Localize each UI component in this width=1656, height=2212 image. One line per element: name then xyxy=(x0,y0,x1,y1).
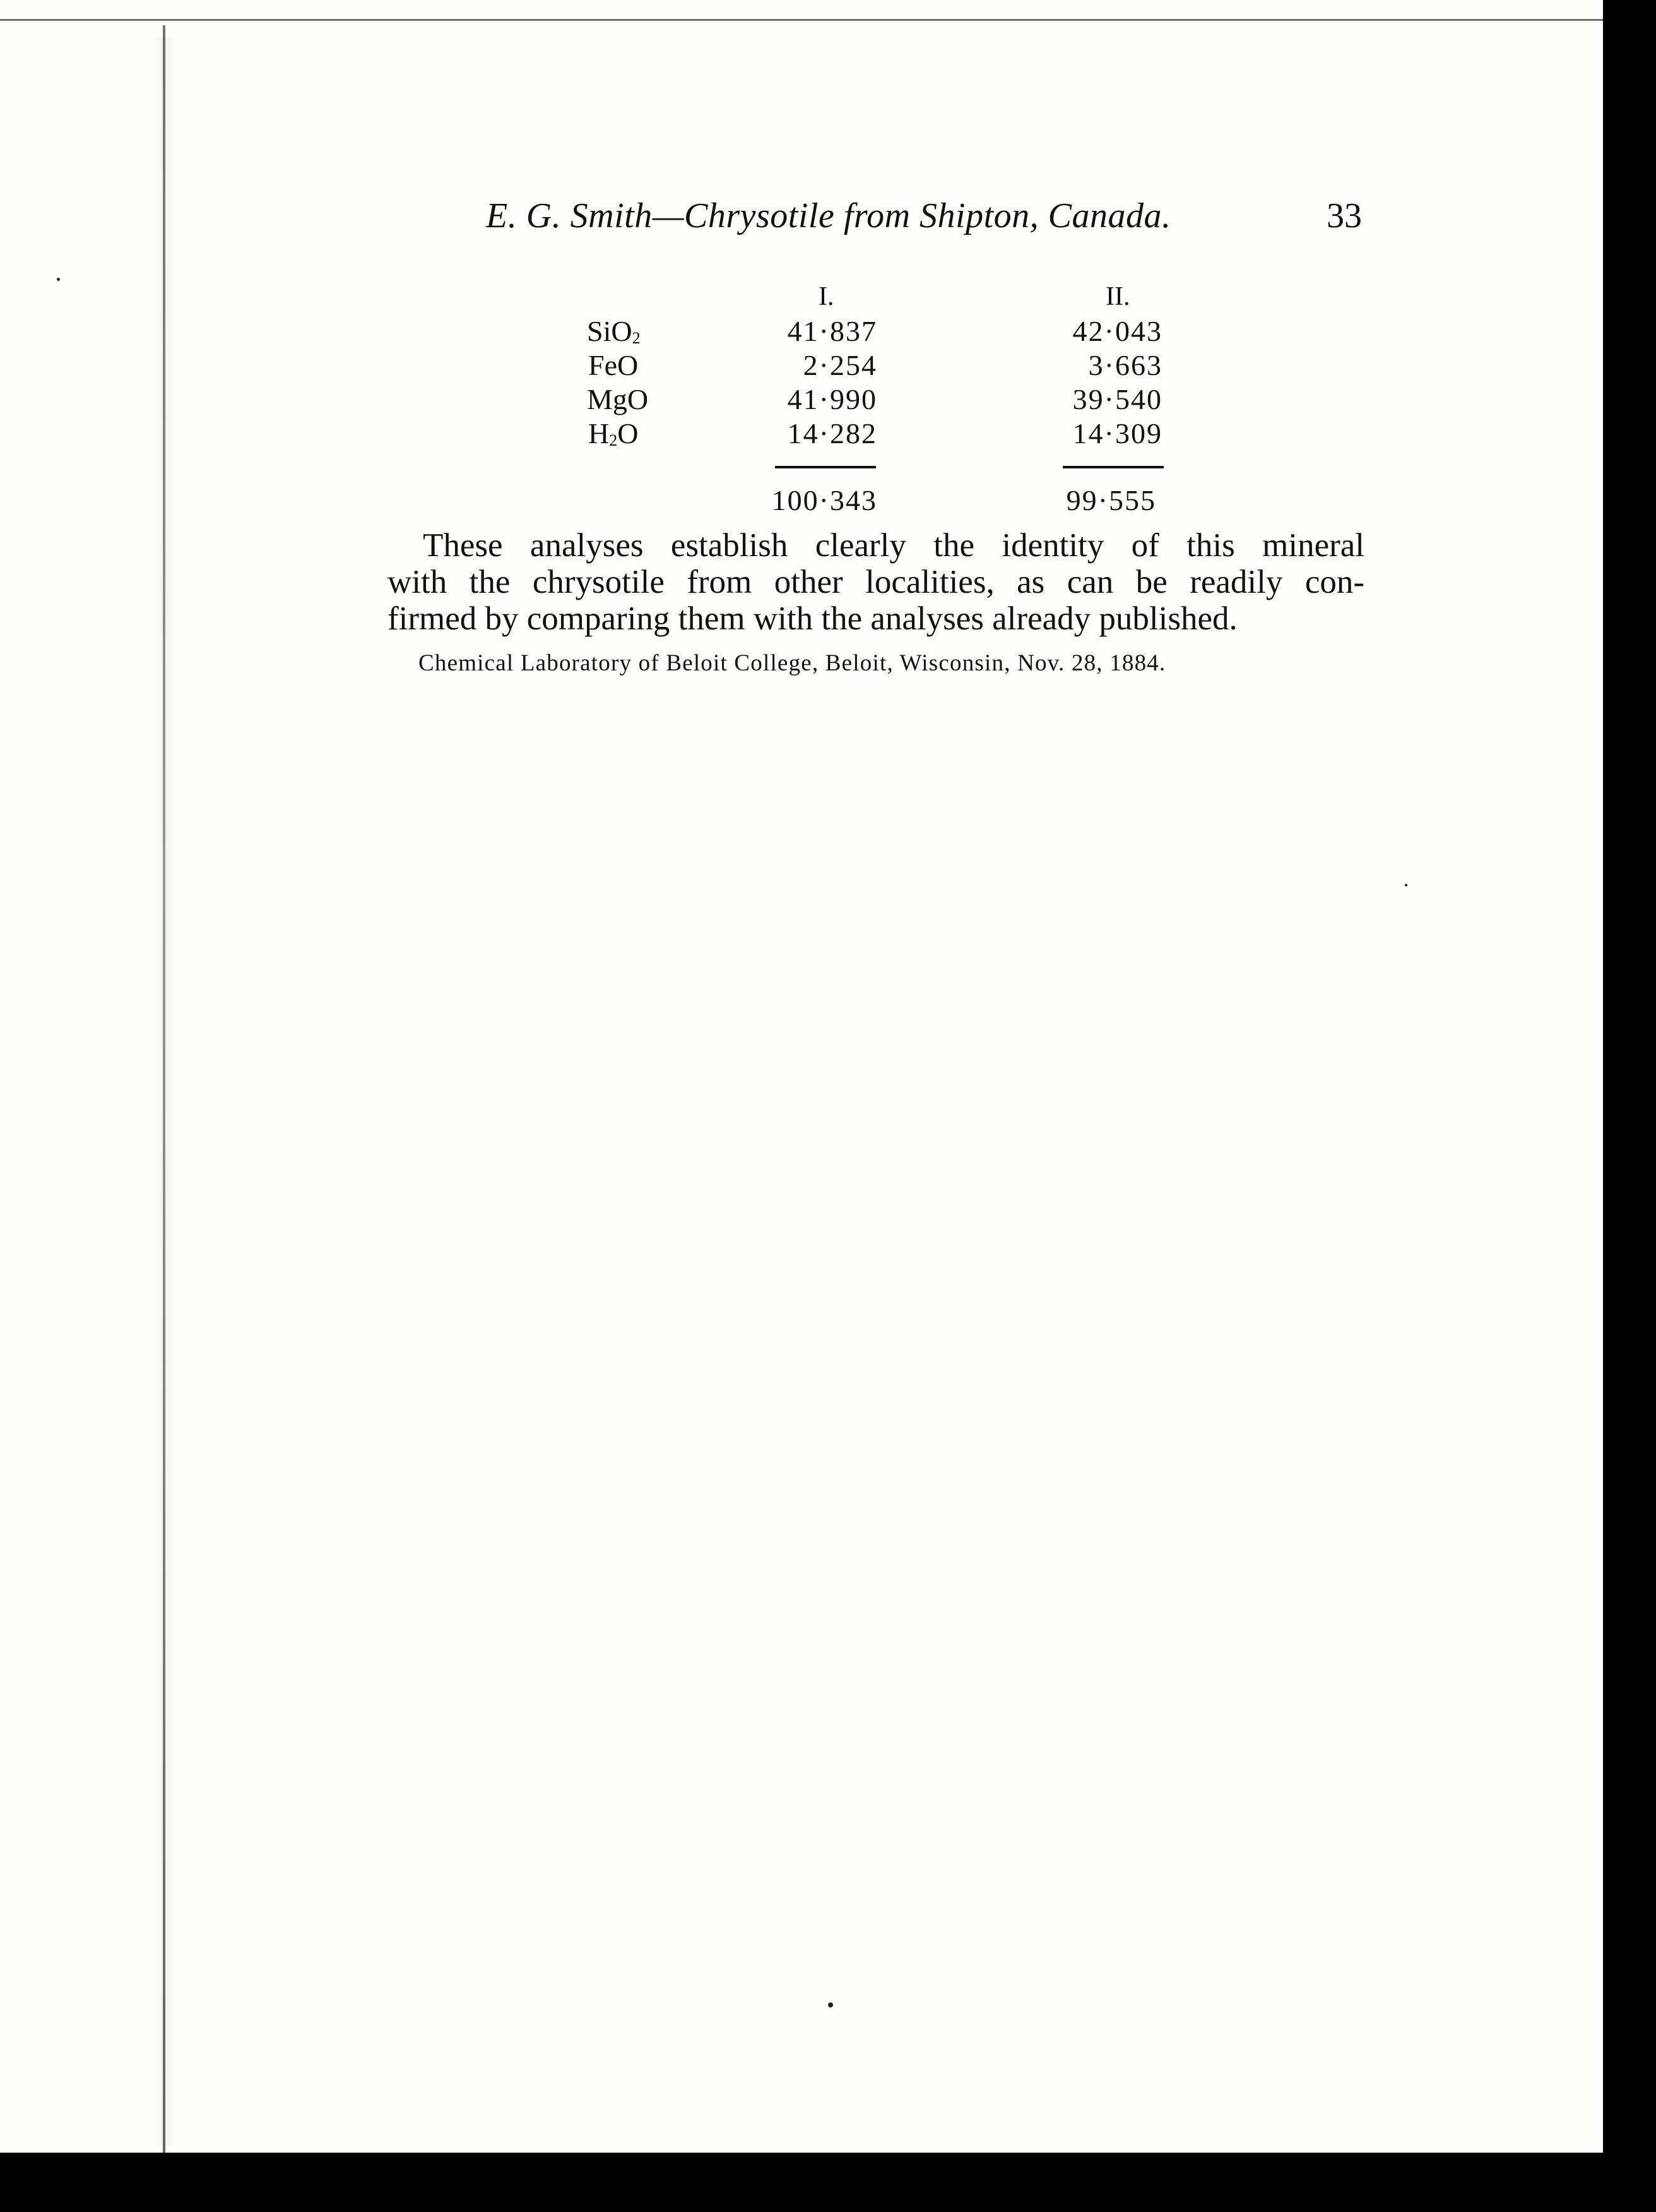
sum-rule-col1 xyxy=(775,466,876,468)
row-value-col2: 39·540 xyxy=(1072,383,1162,415)
row-formula: SiO$_2$ xyxy=(587,315,641,347)
total-col1: 100·343 xyxy=(771,484,877,516)
row-value-col2: 42·043 xyxy=(1072,315,1162,347)
print-speck xyxy=(57,278,60,281)
paragraph-line: with the chrysotile from other localities, as can be readily con- xyxy=(387,564,1364,600)
print-speck xyxy=(1405,884,1407,886)
running-head: E. G. Smith—Chrysotile from Shipton, Canada. xyxy=(486,196,1171,235)
row-value-col2: 14·309 xyxy=(1072,417,1162,449)
paragraph-line: These analyses establish clearly the identity of this mineral xyxy=(423,527,1364,564)
row-value-col1: 14·282 xyxy=(787,417,877,449)
scan-border xyxy=(1603,0,1656,2212)
print-speck xyxy=(828,2002,833,2007)
row-value-col1: 41·837 xyxy=(787,315,877,347)
column-header-1: I. xyxy=(819,282,834,311)
row-formula: MgO xyxy=(587,383,649,415)
binding-gutter-line xyxy=(163,25,165,2153)
row-value-col2: 3·663 xyxy=(1088,349,1162,381)
column-header-2: II. xyxy=(1106,282,1130,311)
laboratory-note: Chemical Laboratory of Beloit College, Beloit, Wisconsin, Nov. 28, 1884. xyxy=(418,650,1166,676)
page-number: 33 xyxy=(1327,196,1362,235)
paragraph-line: firmed by comparing them with the analyses already published. xyxy=(387,600,1238,637)
row-formula: FeO xyxy=(588,349,639,381)
row-formula: $H_2O$ xyxy=(588,417,639,449)
row-value-col1: 2·254 xyxy=(803,349,877,381)
total-col2: 99·555 xyxy=(1066,484,1156,516)
body-paragraph xyxy=(387,527,1364,637)
sum-rule-col2 xyxy=(1063,466,1164,468)
row-value-col1: 41·990 xyxy=(787,383,877,415)
top-edge-rule xyxy=(0,19,1603,21)
